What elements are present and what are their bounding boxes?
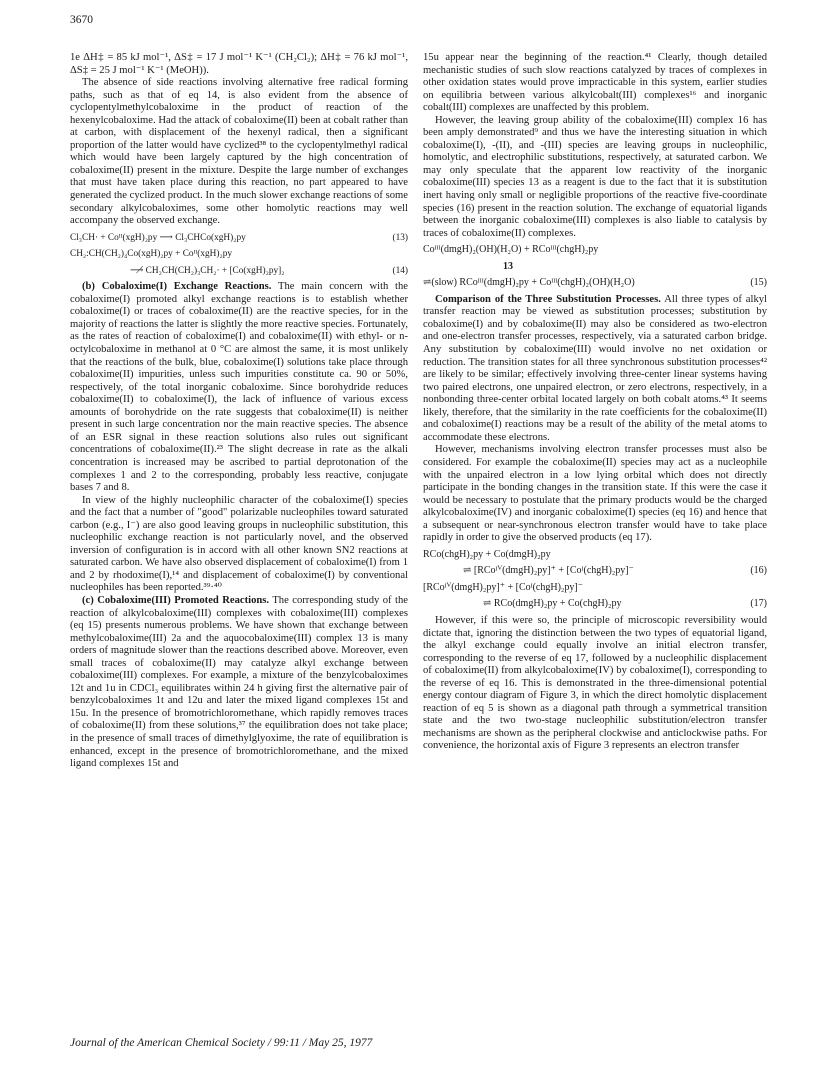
equation-number: (13) xyxy=(392,232,408,243)
equation-text: CH₂:CH(CH₂)₄Co(xgH)₂py + Coᴵᴵ(xgH)₂py xyxy=(70,249,233,260)
paragraph xyxy=(70,595,408,771)
paragraph: 1e ΔH‡ = 85 kJ mol⁻¹, ΔS‡ = 17 J mol⁻¹ K⁻¹ (CH₂Cl₂); ΔH‡ = 76 kJ mol⁻¹, ΔS‡ = 25 J mol⁻¹ K⁻¹ (MeOH)). xyxy=(70,52,408,76)
equation-text: ⇌(slow) RCoᴵᴵᴵ(dmgH)₂py + Coᴵᴵᴵ(chgH)₂(OH)(H₂O) xyxy=(423,277,635,289)
paragraph: However, if this were so, the principle of microscopic reversibility would dictate that, ignoring the distinction between the two types of equatorial ligand, the alkyl exchange could equally involve an initial electron transfer, corresponding to the reverse of eq 17, followed by a nucleophilic displacement of cobaloxime(II) from alkylcobaloxime(IV) by cobaloxime(I), corresponding to the reverse of eq 16. This is demonstrated in the three-dimensional potential energy contour diagram of Figure 3, in which the direct homolytic displacement reaction of eq 5 is shown as a diagonal path through a symmetrical transition state and the two two-stage nucleophilic substitution/electron transfer mechanisms are shown as the peripheral clockwise and anticlockwise paths. For convenience, the horizontal axis of Figure 3 represents an electron transfer xyxy=(423,614,767,752)
equation-text: RCo(chgH)₂py + Co(dmgH)₂py xyxy=(423,548,551,560)
journal-footer: Journal of the American Chemical Society / 99:11 / May 25, 1977 xyxy=(70,1037,373,1049)
paragraph xyxy=(70,281,408,494)
compound-number: 13 xyxy=(503,260,513,272)
paragraph: The absence of side reactions involving alternative free radical forming paths, such as that of eq 14, is also evident from the absence of cyclopentylmethylcobaloxime in the product of reaction of the hexenylcobaloxime. Had the attack of cobaloxime(II) been at cobalt rather than at carbon, with displacement of the hexenyl radical, then a significant proportion of the latter would have cyclized³⁸ to the cyclopentylmethyl radical which would have been largely captured by the high concentration of cobaloxime(II) present in the mixture. Despite the large number of exchanges that must have taken place during this reaction, no part appeared to have generated the cyclized product. In the much slower exchange reactions of some secondary alkylcobaloximes, some other homolytic reactions may well accompany the observed exchange. xyxy=(70,77,408,227)
right-column xyxy=(423,52,767,753)
equation-13 xyxy=(70,232,408,245)
paragraph: 15u appear near the beginning of the reaction.⁴¹ Clearly, though detailed mechanistic studies of such slow reactions catalyzed by traces of complexes in other oxidation states would prove impracticable in this system, earlier studies on equilibria between various alkylcobalt(III) complexes¹⁶ and inorganic cobalt(III) complexes are unaffected by this problem. xyxy=(423,52,767,114)
equation-text: Cl₃CH· + Coᴵᴵ(xgH)₂py ⟶ Cl₃CHCo(xgH)₂py xyxy=(70,232,246,243)
equation-16-line-2 xyxy=(423,565,767,578)
paragraph-text: The main concern with the cobaloxime(I) promoted alkyl exchange reactions is to establish whether cobaloxime(I) or traces of cobaloxime(II) are the reactive species, for in the majority of reactions the latter is slightly the more reactive species. Fortunately, as the rates of reaction of cobaloxime(I) and cobaloxime(II) with ethyl- or n-octylcobaloxime in methanol at 0 °C are almost the same, it is most unlikely that the reactions of the bulk, blue, cobaloxime(I) solutions take place through cobaloxime(II) impurities, unless such impurities constitute ca. 90 or 50%, respectively, of the total inorganic cobaloxime. Since borohydride reduces cobaloxime(II) to cobaloxime(I), the lack of influence of various excess amounts of borohydride on the rate suggests that cobaloxime(II) is neither present in such large concentration nor the main reactive species. The absence of an ESR signal in these reaction solutions also rules out significant concentrations of cobaloxime(II).²³ The slight decrease in rate as the alkali concentration is increased may be ascribed to partial deprotonation of the complexes 1 and 2 to the corresponding, probably less reactive, conjugate bases 7 and 8. xyxy=(70,281,408,494)
equation-14-line-1 xyxy=(70,248,408,261)
equation-number: (14) xyxy=(392,265,408,276)
equation-text: ⟶̸ CH₂CH(CH₂)₃CH₂· + [Co(xgH)₂py]₂ xyxy=(130,265,285,276)
equation-number: (16) xyxy=(750,565,767,577)
equation-text: Coᴵᴵᴵ(dmgH)₂(OH)(H₂O) + RCoᴵᴵᴵ(chgH)₂py xyxy=(423,244,599,256)
paragraph: However, mechanisms involving electron transfer processes must also be considered. For example the cobaloxime(II) species may act as a nucleophile with the unpaired electron in a low lying orbital which does not directly participate in the bonding changes in the transition state. If this were the case it would be necessary to postulate that the primary products would be the charged alkylcobaloxime(IV) and inorganic cobaloxime(I) species (eq 16) and hence that a subsequent or near-synchronous electron transfer would have to take place rapidly in order to give the observed products (eq 17). xyxy=(423,444,767,544)
paragraph-text: The corresponding study of the reaction of alkylcobaloxime(III) complexes with cobaloxime(III) complexes (eq 15) presents numerous problems. We have shown that exchange between methylcobaloxime(III) 2a and the aquocobaloxime(III) complex 13 is many orders of magnitude slower than the reactions described above. Moreover, even small traces of cobaloxime(II) may catalyze alkyl exchange between cobaloxime(III) complexes. For example, a mixture of the benzylcobaloximes 12t and 1u in CDCl₃ equilibrates within 24 h giving first the alternative pair of benzylcobaloximes 1t and 12u and later the mixed ligand complexes 15t and 15u. In the presence of bromotrichloromethane, which rapidly removes traces of cobaloxime(II) from these solutions,³⁷ the equilibration does not take place; in the presence of small traces of dimethylglyoxime, the rate of equilibration is enhanced, except in the presence of bromotrichloromethane, and the mixed ligand complexes 15t and xyxy=(70,594,408,770)
equation-text: [RCoᴵⱽ(dmgH)₂py]⁺ + [Coᴵ(chgH)₂py]⁻ xyxy=(423,581,584,593)
paragraph xyxy=(423,294,767,445)
equation-15-line-1 xyxy=(423,244,767,257)
page-number: 3670 xyxy=(70,14,93,26)
section-heading: Comparison of the Three Substitution Processes. xyxy=(435,293,661,305)
equation-15-line-2 xyxy=(423,277,767,290)
equation-14-line-2 xyxy=(70,265,408,278)
equation-number: (17) xyxy=(750,598,767,610)
left-column xyxy=(70,52,408,771)
equation-17-line-1 xyxy=(423,582,767,595)
section-heading: (c) Cobaloxime(III) Promoted Reactions. xyxy=(82,594,270,606)
equation-text: ⇌ [RCoᴵⱽ(dmgH)₂py]⁺ + [Coᴵ(chgH)₂py]⁻ xyxy=(463,565,634,577)
paragraph: However, the leaving group ability of the cobaloxime(III) complex 16 has been amply demonstrated⁹ and thus we have the interesting situation in which cobaloxime(I), -(II), and -(III) species are leaving groups in nucleophilic, homolytic, and electrophilic substitutions, respectively, at saturated carbon. We may only speculate that the apparent low reactivity of the inorganic cobaloxime(III) species 13 as a reagent is due to the fact that it is substitution inert having only small or negligible proportions of the reactive five-coordinate species (16) present in the reaction solution. The exchange of equatorial ligands between the inorganic cobaloxime(III) complexes is also liable to catalysis by traces of cobaloxime(II) complexes. xyxy=(423,114,767,239)
equation-text: ⇌ RCo(dmgH)₂py + Co(chgH)₂py xyxy=(483,598,622,610)
equation-17-line-2 xyxy=(423,598,767,611)
equation-15-label xyxy=(423,261,767,274)
section-heading: (b) Cobaloxime(I) Exchange Reactions. xyxy=(82,281,272,293)
equation-number: (15) xyxy=(750,277,767,289)
equation-16-line-1 xyxy=(423,549,767,562)
paragraph-text: All three types of alkyl transfer reaction may be viewed as substitution processes; substitution by cobaloxime(I) and by cobaloxime(II) may also be considered as two-electron and one-electron transfer processes, respectively, via a saturated carbon bridge. Any substitution by cobaloxime(III) would involve no net oxidation or reduction. The transition states for all three synchronous substitution processes⁴² are likely to be similar; effectively involving three-center linear systems having two paired electrons, one unpaired electron, or zero electrons, respectively, in a nonbonding three-center orbital located largely on both cobalt atoms.⁴³ It seems likely, therefore, that the similarity in the rate coefficients for the cobaloxime(II) and cobaloxime(I) reactions may be a result of the ability of the metal atoms to accommodate these electrons. xyxy=(423,293,767,443)
paragraph: In view of the highly nucleophilic character of the cobaloxime(I) species and the fact that a number of "good" polarizable nucleophiles toward saturated carbon (e.g., I⁻) are also good leaving groups in nucleophilic substitution, this nucleophilic exchange reaction is not particularly novel, and the observed inversion of configuration is in accord with all other known SN2 reactions at saturated carbon. We have also observed displacement of cobaloxime(I) from 1 and 2 by rhodoxime(I),¹⁴ and displacement of cobaloxime(I) by conventional nucleophiles has been reported.³⁹·⁴⁰ xyxy=(70,494,408,594)
